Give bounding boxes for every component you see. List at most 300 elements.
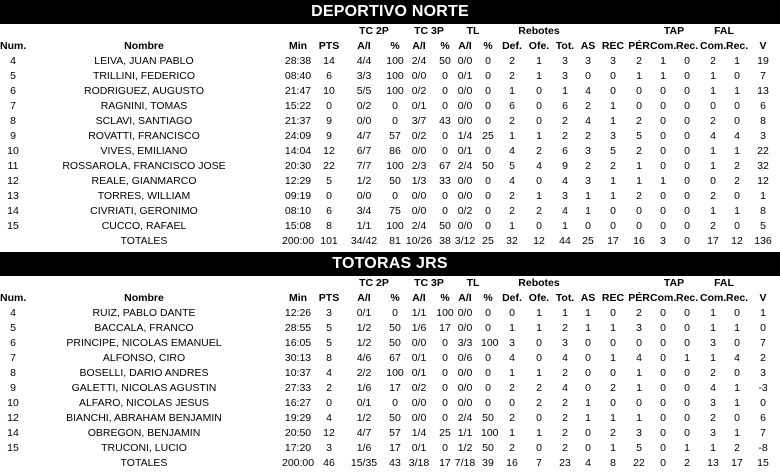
- cell-per: 1: [636, 367, 642, 379]
- cell-tap-rec: 1: [684, 352, 690, 364]
- cell-tc3p-pct: 0: [442, 382, 448, 394]
- cell-num: 8: [10, 367, 16, 379]
- cell-reb-ofe: 2: [536, 205, 542, 217]
- cell-reb-tot: 9: [562, 160, 568, 172]
- cell-val: 6: [760, 412, 766, 424]
- cell-tc2p-pct: 50: [389, 175, 401, 187]
- cell-min: 20:50: [284, 427, 312, 439]
- group-label: FAL: [714, 25, 734, 37]
- cell-num: 8: [10, 115, 16, 127]
- player-row: [0, 381, 780, 396]
- total-reb-def: 16: [506, 457, 518, 469]
- cell-reb-tot: 2: [562, 367, 568, 379]
- cell-nombre: RAGNINI, TOMAS: [100, 100, 188, 112]
- cell-tc3p-pct: 0: [442, 130, 448, 142]
- cell-fal-rec: 0: [734, 70, 740, 82]
- cell-tc2p-pct: 67: [389, 352, 401, 364]
- cell-as: 0: [585, 367, 591, 379]
- header-tl-ai: A/I: [458, 292, 472, 304]
- cell-tl-pct: 0: [485, 322, 491, 334]
- cell-min: 12:26: [284, 307, 312, 319]
- cell-pts: 6: [326, 205, 332, 217]
- cell-num: 15: [7, 220, 19, 232]
- cell-reb-def: 4: [509, 175, 515, 187]
- cell-pts: 5: [326, 175, 332, 187]
- cell-fal-com: 1: [710, 70, 716, 82]
- cell-tc2p-pct: 86: [389, 145, 401, 157]
- player-row: [0, 396, 780, 411]
- cell-tap-rec: 0: [684, 337, 690, 349]
- cell-tc3p-ai: 1/1: [411, 307, 427, 319]
- cell-tap-com: 0: [660, 307, 666, 319]
- total-tc3p-pct: 17: [439, 457, 451, 469]
- total-val: 136: [754, 235, 772, 247]
- cell-tc2p-ai: 6/7: [356, 145, 372, 157]
- cell-tc3p-ai: 0/1: [411, 442, 427, 454]
- cell-val: 1: [760, 307, 766, 319]
- cell-min: 08:40: [284, 70, 312, 82]
- cell-rec: 0: [610, 85, 616, 97]
- cell-as: 4: [585, 85, 591, 97]
- cell-min: 16:27: [284, 397, 312, 409]
- cell-tc3p-pct: 0: [442, 397, 448, 409]
- cell-num: 11: [7, 160, 19, 172]
- cell-per: 0: [636, 100, 642, 112]
- cell-reb-def: 1: [509, 367, 515, 379]
- cell-tl-pct: 25: [482, 130, 494, 142]
- cell-reb-tot: 1: [562, 85, 568, 97]
- cell-reb-def: 2: [509, 442, 515, 454]
- cell-rec: 0: [610, 70, 616, 82]
- cell-reb-def: 1: [509, 322, 515, 334]
- cell-fal-rec: 1: [734, 382, 740, 394]
- cell-as: 0: [585, 220, 591, 232]
- cell-tc2p-ai: 4/7: [356, 427, 372, 439]
- cell-min: 10:37: [284, 367, 312, 379]
- cell-reb-ofe: 2: [536, 145, 542, 157]
- total-tl-ai: 3/12: [454, 235, 476, 247]
- cell-tc3p-pct: 0: [442, 337, 448, 349]
- cell-tl-ai: 3/3: [457, 337, 473, 349]
- cell-tl-ai: 1/2: [457, 442, 473, 454]
- total-as: 25: [582, 235, 594, 247]
- cell-per: 1: [636, 382, 642, 394]
- cell-fal-rec: 1: [734, 322, 740, 334]
- cell-tc3p-pct: 43: [439, 115, 451, 127]
- cell-nombre: CIVRIATI, GERONIMO: [90, 205, 198, 217]
- player-row: [0, 441, 780, 456]
- team-name: TOTORAS JRS: [0, 252, 780, 276]
- cell-nombre: TRILLINI, FEDERICO: [92, 70, 196, 82]
- cell-per: 1: [636, 160, 642, 172]
- header-val: V: [759, 40, 767, 52]
- cell-reb-ofe: 0: [536, 115, 542, 127]
- total-rec: 8: [610, 457, 616, 469]
- cell-as: 1: [585, 397, 591, 409]
- header-fal-rec: Rec.: [726, 40, 749, 52]
- cell-as: 3: [585, 55, 591, 67]
- cell-tl-pct: 0: [485, 55, 491, 67]
- cell-tl-pct: 0: [485, 205, 491, 217]
- cell-pts: 4: [326, 367, 332, 379]
- total-reb-ofe: 12: [533, 235, 545, 247]
- header-pts: PTS: [318, 292, 340, 304]
- cell-tl-ai: 0/0: [457, 115, 473, 127]
- total-fal-com: 13: [707, 457, 719, 469]
- cell-tc2p-ai: 1/2: [356, 337, 372, 349]
- cell-as: 2: [585, 100, 591, 112]
- cell-tl-ai: 0/0: [457, 220, 473, 232]
- cell-as: 2: [585, 130, 591, 142]
- cell-num: 14: [7, 205, 19, 217]
- cell-reb-def: 2: [509, 382, 515, 394]
- cell-fal-rec: 1: [734, 397, 740, 409]
- cell-nombre: OBREGON, BENJAMIN: [87, 427, 201, 439]
- header-reb-def: Def.: [502, 40, 522, 52]
- cell-as: 0: [585, 382, 591, 394]
- header-min: Min: [288, 40, 308, 52]
- cell-tap-rec: 0: [684, 397, 690, 409]
- cell-reb-ofe: 0: [536, 337, 542, 349]
- cell-tc3p-ai: 0/0: [411, 190, 427, 202]
- cell-fal-rec: 0: [734, 220, 740, 232]
- cell-tl-ai: 0/0: [457, 307, 473, 319]
- cell-per: 0: [636, 220, 642, 232]
- cell-rec: 0: [610, 205, 616, 217]
- header-tl-pct: %: [483, 292, 493, 304]
- total-per: 22: [633, 457, 645, 469]
- cell-tc3p-ai: 0/0: [411, 412, 427, 424]
- cell-tc3p-pct: 0: [442, 145, 448, 157]
- cell-tl-ai: 0/0: [457, 85, 473, 97]
- cell-tc3p-pct: 50: [439, 220, 451, 232]
- cell-tc2p-pct: 100: [386, 367, 404, 379]
- cell-tl-ai: 0/0: [457, 322, 473, 334]
- header-tc3p-pct: %: [440, 292, 450, 304]
- cell-tc3p-ai: 2/3: [411, 160, 427, 172]
- cell-reb-tot: 3: [562, 337, 568, 349]
- cell-tap-rec: 0: [684, 115, 690, 127]
- cell-min: 14:04: [284, 145, 312, 157]
- cell-tc2p-ai: 1/6: [356, 382, 372, 394]
- cell-nombre: BOSELLI, DARIO ANDRES: [79, 367, 209, 379]
- cell-reb-tot: 3: [562, 70, 568, 82]
- cell-tc3p-ai: 0/1: [411, 352, 427, 364]
- cell-rec: 2: [610, 427, 616, 439]
- cell-num: 7: [10, 100, 16, 112]
- cell-nombre: GALETTI, NICOLAS AGUSTIN: [71, 382, 217, 394]
- cell-reb-def: 0: [509, 307, 515, 319]
- player-row: [0, 69, 780, 84]
- cell-val: 7: [760, 427, 766, 439]
- cell-fal-rec: 1: [734, 205, 740, 217]
- cell-reb-tot: 2: [562, 130, 568, 142]
- cell-tc2p-pct: 0: [392, 397, 398, 409]
- cell-reb-ofe: 2: [536, 382, 542, 394]
- cell-reb-ofe: 0: [536, 220, 542, 232]
- cell-per: 4: [636, 352, 642, 364]
- cell-tc3p-pct: 0: [442, 205, 448, 217]
- cell-tc2p-pct: 0: [392, 307, 398, 319]
- cell-tc2p-pct: 100: [386, 70, 404, 82]
- header-fal-rec: Rec.: [726, 292, 749, 304]
- cell-per: 0: [636, 397, 642, 409]
- cell-reb-ofe: 1: [536, 322, 542, 334]
- cell-tap-rec: 0: [684, 130, 690, 142]
- cell-nombre: RODRIGUEZ, AUGUSTO: [84, 85, 204, 97]
- cell-tl-pct: 0: [485, 382, 491, 394]
- cell-reb-def: 2: [509, 190, 515, 202]
- cell-min: 28:38: [284, 55, 312, 67]
- cell-tc2p-ai: 1/1: [356, 220, 372, 232]
- cell-as: 1: [585, 307, 591, 319]
- header-tc2p-ai: A/I: [357, 292, 371, 304]
- cell-min: 12:29: [284, 175, 312, 187]
- totals-row: [0, 234, 780, 249]
- cell-reb-tot: 4: [562, 352, 568, 364]
- cell-tl-pct: 0: [485, 190, 491, 202]
- cell-tc3p-pct: 0: [442, 190, 448, 202]
- cell-tap-rec: 0: [684, 382, 690, 394]
- cell-fal-com: 3: [710, 337, 716, 349]
- player-row: [0, 84, 780, 99]
- cell-tl-ai: 1/1: [457, 427, 473, 439]
- cell-tc2p-ai: 3/3: [356, 70, 372, 82]
- cell-reb-ofe: 4: [536, 160, 542, 172]
- cell-tc2p-ai: 1/2: [356, 175, 372, 187]
- cell-fal-com: 2: [710, 55, 716, 67]
- cell-tl-pct: 0: [485, 352, 491, 364]
- team-section: [0, 252, 780, 471]
- cell-reb-ofe: 1: [536, 70, 542, 82]
- cell-tap-com: 0: [660, 160, 666, 172]
- cell-num: 12: [7, 412, 19, 424]
- cell-tc2p-pct: 100: [386, 85, 404, 97]
- cell-num: 6: [10, 337, 16, 349]
- cell-tc2p-ai: 0/0: [356, 115, 372, 127]
- cell-tl-ai: 0/0: [457, 382, 473, 394]
- total-tc3p-pct: 38: [439, 235, 451, 247]
- cell-tc2p-ai: 2/2: [356, 367, 372, 379]
- cell-per: 0: [636, 337, 642, 349]
- cell-fal-rec: 0: [734, 307, 740, 319]
- header-reb-tot: Tot.: [555, 292, 575, 304]
- team-name: DEPORTIVO NORTE: [0, 0, 780, 24]
- cell-rec: 0: [610, 307, 616, 319]
- cell-tc2p-pct: 57: [389, 427, 401, 439]
- cell-pts: 5: [326, 337, 332, 349]
- cell-num: 9: [10, 382, 16, 394]
- player-row: [0, 366, 780, 381]
- cell-tc3p-pct: 67: [439, 160, 451, 172]
- column-group-header: [0, 276, 780, 291]
- cell-reb-ofe: 1: [536, 427, 542, 439]
- cell-reb-tot: 2: [562, 412, 568, 424]
- header-tc3p-ai: A/I: [412, 40, 426, 52]
- cell-tap-com: 0: [660, 442, 666, 454]
- cell-tl-ai: 0/1: [457, 70, 473, 82]
- cell-reb-def: 5: [509, 160, 515, 172]
- total-tap-com: 3: [660, 235, 666, 247]
- cell-rec: 5: [610, 145, 616, 157]
- cell-pts: 4: [326, 412, 332, 424]
- cell-as: 0: [585, 427, 591, 439]
- cell-tl-ai: 0/2: [457, 205, 473, 217]
- group-label: TC 2P: [359, 277, 389, 289]
- cell-tl-ai: 0/0: [457, 100, 473, 112]
- cell-tap-com: 0: [660, 85, 666, 97]
- cell-fal-com: 2: [710, 115, 716, 127]
- cell-tc3p-ai: 2/4: [411, 220, 427, 232]
- player-row: [0, 219, 780, 234]
- cell-tc2p-pct: 50: [389, 322, 401, 334]
- player-row: [0, 411, 780, 426]
- total-min: 200:00: [282, 457, 315, 469]
- cell-per: 1: [636, 70, 642, 82]
- cell-tap-com: 0: [660, 397, 666, 409]
- cell-rec: 0: [610, 367, 616, 379]
- cell-min: 24:09: [284, 130, 312, 142]
- header-per: PÉR: [628, 40, 650, 52]
- cell-fal-com: 4: [710, 382, 716, 394]
- cell-nombre: TRUCONI, LUCIO: [101, 442, 187, 454]
- cell-tap-com: 1: [660, 70, 666, 82]
- total-fal-rec: 12: [731, 235, 743, 247]
- cell-val: 3: [760, 130, 766, 142]
- cell-val: 8: [760, 205, 766, 217]
- cell-pts: 12: [323, 145, 335, 157]
- cell-tl-ai: 2/4: [457, 412, 473, 424]
- cell-reb-def: 2: [509, 412, 515, 424]
- cell-reb-ofe: 2: [536, 397, 542, 409]
- cell-tap-com: 0: [660, 115, 666, 127]
- player-row: [0, 54, 780, 69]
- cell-fal-com: 1: [710, 85, 716, 97]
- cell-tap-rec: 0: [684, 427, 690, 439]
- cell-nombre: TORRES, WILLIAM: [97, 190, 191, 202]
- cell-tl-pct: 0: [485, 100, 491, 112]
- header-tc3p-pct: %: [440, 40, 450, 52]
- cell-tap-rec: 0: [684, 220, 690, 232]
- header-tc3p-ai: A/I: [412, 292, 426, 304]
- total-tc3p-ai: 3/18: [408, 457, 430, 469]
- cell-reb-def: 2: [509, 205, 515, 217]
- cell-reb-tot: 3: [562, 190, 568, 202]
- cell-reb-def: 2: [509, 55, 515, 67]
- cell-nombre: ALFARO, NICOLAS JESUS: [78, 397, 210, 409]
- cell-fal-rec: 0: [734, 190, 740, 202]
- cell-rec: 0: [610, 397, 616, 409]
- player-row: [0, 114, 780, 129]
- header-tap-rec: Rec.: [676, 292, 699, 304]
- cell-num: 10: [7, 145, 19, 157]
- cell-val: 0: [760, 322, 766, 334]
- cell-fal-com: 2: [710, 367, 716, 379]
- cell-tc2p-pct: 0: [392, 190, 398, 202]
- total-min: 200:00: [282, 235, 315, 247]
- total-tl-ai: 7/18: [454, 457, 476, 469]
- cell-tc2p-ai: 4/6: [356, 352, 372, 364]
- cell-num: 4: [10, 55, 16, 67]
- cell-val: 6: [760, 100, 766, 112]
- cell-tc3p-ai: 0/0: [411, 205, 427, 217]
- cell-per: 2: [636, 145, 642, 157]
- cell-tc3p-ai: 0/0: [411, 397, 427, 409]
- cell-tl-pct: 0: [485, 307, 491, 319]
- cell-num: 10: [7, 397, 19, 409]
- total-tl-pct: 25: [482, 235, 494, 247]
- cell-val: 1: [760, 190, 766, 202]
- cell-fal-rec: 0: [734, 367, 740, 379]
- total-tc2p-pct: 81: [389, 235, 401, 247]
- cell-tc3p-ai: 0/2: [411, 130, 427, 142]
- cell-as: 1: [585, 190, 591, 202]
- cell-rec: 0: [610, 220, 616, 232]
- cell-nombre: LEIVA, JUAN PABLO: [94, 55, 194, 67]
- cell-nombre: SCLAVI, SANTIAGO: [95, 115, 193, 127]
- cell-val: 5: [760, 220, 766, 232]
- cell-reb-ofe: 0: [536, 100, 542, 112]
- group-label: TAP: [663, 277, 685, 289]
- cell-num: 13: [7, 190, 19, 202]
- cell-tl-pct: 0: [485, 397, 491, 409]
- cell-tc3p-ai: 3/7: [411, 115, 427, 127]
- cell-pts: 8: [326, 220, 332, 232]
- header-tc2p-ai: A/I: [357, 40, 371, 52]
- cell-num: 12: [7, 175, 19, 187]
- cell-tc2p-ai: 0/1: [356, 397, 372, 409]
- cell-tc2p-pct: 0: [392, 115, 398, 127]
- cell-val: 12: [757, 175, 769, 187]
- header-num: Num.: [0, 40, 27, 52]
- cell-nombre: PRINCIPE, NICOLAS EMANUEL: [66, 337, 222, 349]
- header-reb-tot: Tot.: [555, 40, 575, 52]
- cell-reb-def: 1: [509, 85, 515, 97]
- cell-reb-tot: 4: [562, 382, 568, 394]
- cell-fal-com: 0: [710, 100, 716, 112]
- cell-val: 8: [760, 115, 766, 127]
- total-tc2p-pct: 43: [389, 457, 401, 469]
- header-min: Min: [288, 292, 308, 304]
- cell-reb-tot: 4: [562, 205, 568, 217]
- cell-fal-com: 1: [710, 442, 716, 454]
- cell-reb-def: 6: [509, 100, 515, 112]
- cell-as: 1: [585, 322, 591, 334]
- cell-tc3p-pct: 0: [442, 442, 448, 454]
- cell-as: 1: [585, 205, 591, 217]
- cell-pts: 22: [323, 160, 335, 172]
- cell-tl-ai: 0/0: [457, 397, 473, 409]
- header-tap-com: Com.: [650, 292, 677, 304]
- cell-as: 4: [585, 115, 591, 127]
- cell-pts: 3: [326, 442, 332, 454]
- cell-per: 5: [636, 442, 642, 454]
- header-tl-pct: %: [483, 40, 493, 52]
- cell-fal-com: 2: [710, 412, 716, 424]
- cell-tap-com: 0: [660, 382, 666, 394]
- cell-tc3p-pct: 0: [442, 352, 448, 364]
- cell-tl-ai: 0/0: [457, 55, 473, 67]
- cell-tc3p-pct: 25: [439, 427, 451, 439]
- header-per: PÉR: [628, 292, 650, 304]
- cell-per: 2: [636, 115, 642, 127]
- cell-reb-def: 2: [509, 70, 515, 82]
- cell-tl-ai: 1/4: [457, 130, 473, 142]
- header-reb-ofe: Ofe.: [528, 292, 550, 304]
- cell-val: 19: [757, 55, 769, 67]
- cell-tc3p-ai: 0/2: [411, 85, 427, 97]
- player-row: [0, 351, 780, 366]
